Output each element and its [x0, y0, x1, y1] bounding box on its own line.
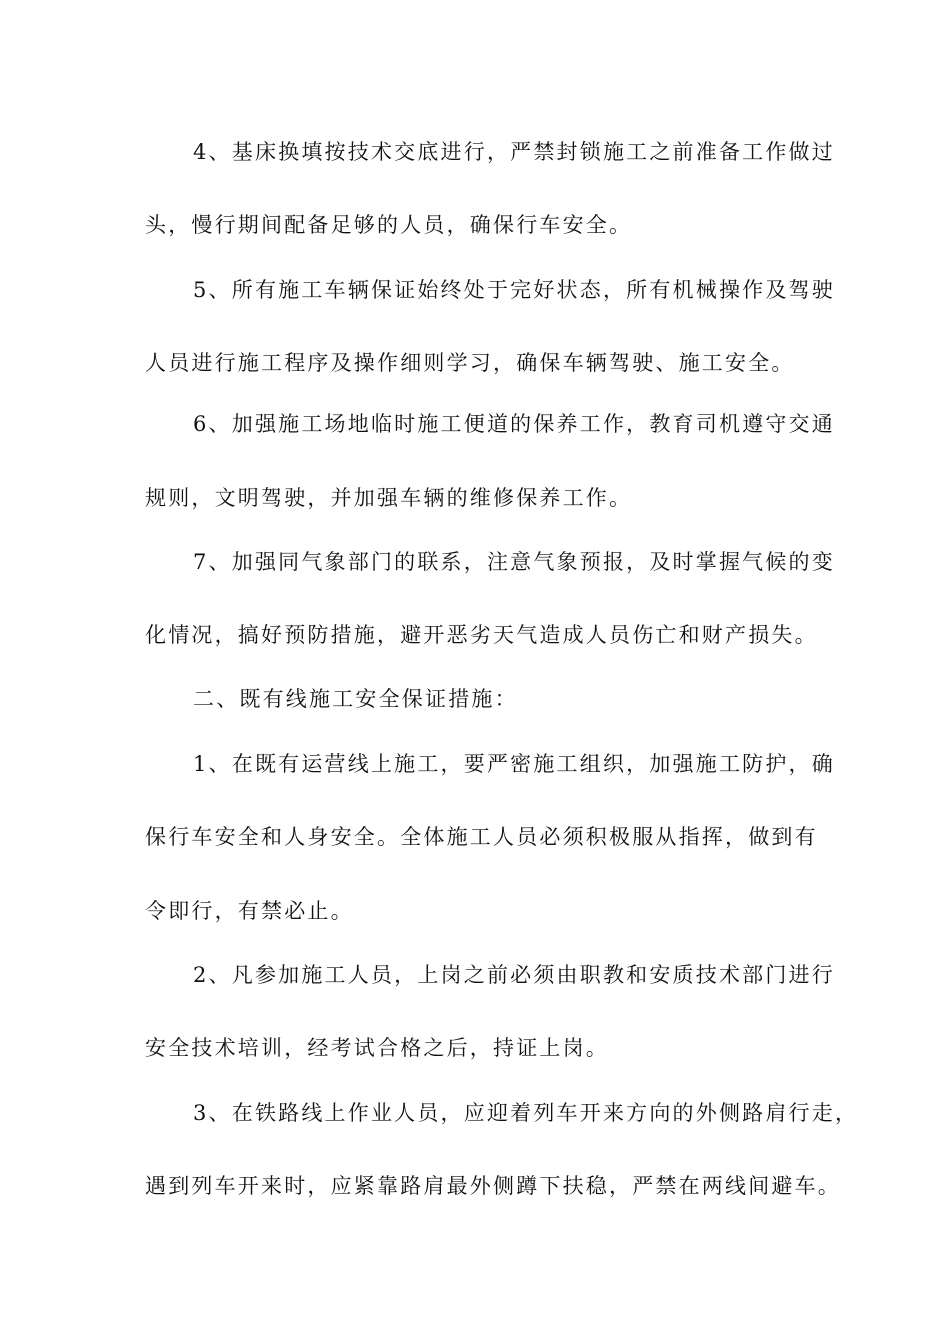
- paragraph-7-line-2: 化情况，搞好预防措施，避开恶劣天气造成人员伤亡和财产损失。: [145, 623, 818, 647]
- paragraph-4-line-2: 头，慢行期间配备足够的人员，确保行车安全。: [145, 213, 633, 237]
- section2-paragraph-1-line-2: 保行车安全和人身安全。全体施工人员必须积极服从指挥，做到有: [145, 825, 818, 849]
- paragraph-5-line-2: 人员进行施工程序及操作细则学习，确保车辆驾驶、施工安全。: [145, 351, 795, 375]
- section2-paragraph-2-line-2: 安全技术培训，经考试合格之后，持证上岗。: [145, 1036, 609, 1060]
- section2-paragraph-1-line-3: 令即行，有禁必止。: [145, 899, 354, 923]
- section2-paragraph-2-line-1: 2、凡参加施工人员，上岗之前必须由职教和安质技术部门进行: [193, 963, 835, 987]
- section2-paragraph-3-line-1: 3、在铁路线上作业人员，应迎着列车开来方向的外侧路肩行走，: [193, 1101, 859, 1125]
- section2-paragraph-1-line-1: 1、在既有运营线上施工，要严密施工组织，加强施工防护，确: [193, 752, 835, 776]
- paragraph-6-line-2: 规则，文明驾驶，并加强车辆的维修保养工作。: [145, 486, 633, 510]
- section2-paragraph-3-line-2: 遇到列车开来时，应紧靠路肩最外侧蹲下扶稳，严禁在两线间避车。: [145, 1174, 841, 1198]
- paragraph-5-line-1: 5、所有施工车辆保证始终处于完好状态，所有机械操作及驾驶: [193, 278, 835, 302]
- paragraph-4-line-1: 4、基床换填按技术交底进行，严禁封锁施工之前准备工作做过: [193, 140, 835, 164]
- paragraph-7-line-1: 7、加强同气象部门的联系，注意气象预报，及时掌握气候的变: [193, 550, 835, 574]
- paragraph-6-line-1: 6、加强施工场地临时施工便道的保养工作，教育司机遵守交通: [193, 412, 835, 436]
- section-heading: 二、既有线施工安全保证措施：: [193, 687, 518, 711]
